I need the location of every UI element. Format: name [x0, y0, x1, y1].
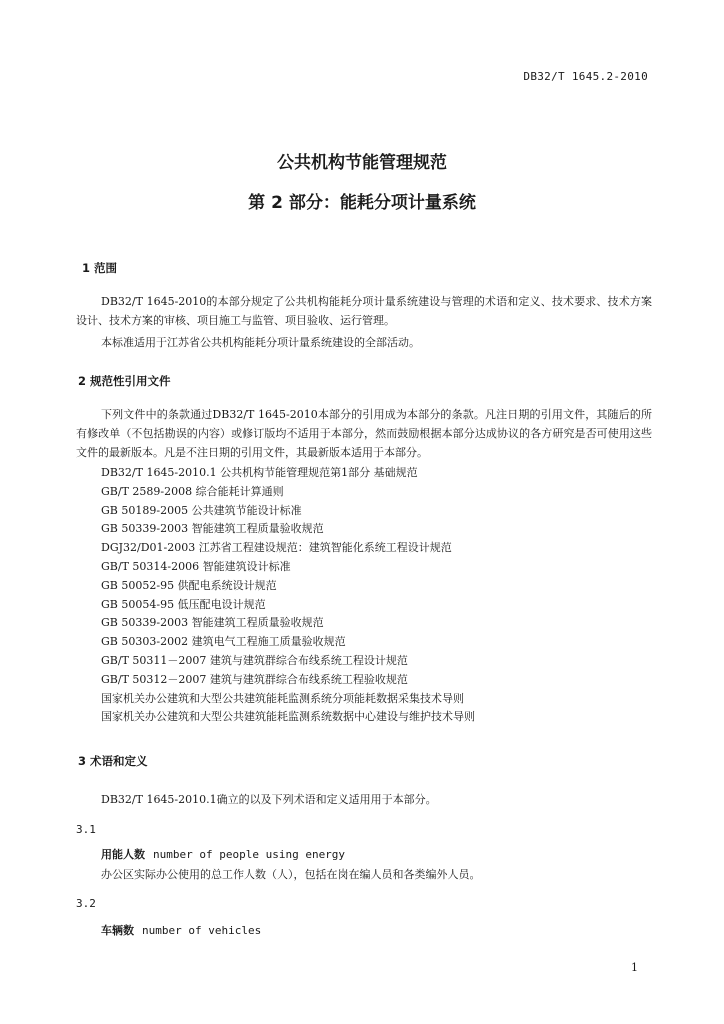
reference-item: GB 50303-2002 建筑电气工程施工质量验收规范 [101, 635, 346, 649]
reference-item: GB 50052-95 供配电系统设计规范 [101, 578, 277, 592]
term-3-1-chinese: 用能人数 [101, 848, 145, 861]
section-1-heading: 1 范围 [82, 261, 118, 275]
reference-item: GB/T 50311－2007 建筑与建筑群综合布线系统工程设计规范 [101, 653, 408, 667]
reference-item: GB/T 50312－2007 建筑与建筑群综合布线系统工程验收规范 [101, 672, 408, 686]
reference-item: DB32/T 1645-2010.1 公共机构节能管理规范第1部分 基础规范 [101, 466, 418, 479]
term-3-1 [101, 846, 345, 862]
document-title: 公共机构节能管理规范 [277, 153, 447, 173]
section-2-heading: 2 规范性引用文件 [78, 374, 171, 388]
section-1-paragraph-2: 本标准适用于江苏省公共机构能耗分项计量系统建设的全部活动。 [101, 336, 420, 349]
reference-item: 国家机关办公建筑和大型公共建筑能耗监测系统数据中心建设与维护技术导则 [101, 710, 475, 724]
reference-item: 国家机关办公建筑和大型公共建筑能耗监测系统分项能耗数据采集技术导则 [101, 691, 464, 705]
term-3-2-chinese: 车辆数 [101, 924, 134, 937]
reference-item: GB 50339-2003 智能建筑工程质量验收规范 [101, 522, 324, 536]
term-3-2 [101, 922, 261, 938]
term-3-2-number: 3.2 [76, 897, 96, 910]
reference-item: GB 50339-2003 智能建筑工程质量验收规范 [101, 616, 324, 630]
term-3-2-english: number of vehicles [142, 924, 262, 937]
section-3-intro: DB32/T 1645-2010.1确立的以及下列术语和定义适用用于本部分。 [101, 793, 437, 806]
section-3-heading: 3 术语和定义 [78, 754, 148, 768]
section-2-paragraph: 下列文件中的条款通过DB32/T 1645-2010本部分的引用成为本部分的条款。凡注日期的引用文件，其随后的所有修改单（不包括勘误的内容）或修订版均不适用于本部分，然而鼓励根据本部分达成协议的各方研究是否可使用这些文件的最新版本。凡是不注日期的引用文件，其最新版本适用于本部分。 [76, 408, 652, 459]
document-subtitle: 第 2 部分：能耗分项计量系统 [248, 193, 476, 213]
reference-item: GB 50054-95 低压配电设计规范 [101, 597, 266, 611]
section-1-paragraph-1: DB32/T 1645-2010的本部分规定了公共机构能耗分项计量系统建设与管理的术语和定义、技术要求、技术方案设计、技术方案的审核、项目施工与监管、项目验收、运行管理。 [76, 295, 652, 327]
reference-item: GB/T 2589-2008 综合能耗计算通则 [101, 484, 284, 498]
document-number: DB32/T 1645.2-2010 [523, 70, 648, 83]
normative-references-list [101, 464, 475, 727]
term-3-1-english: number of people using energy [153, 848, 346, 861]
term-3-1-definition: 办公区实际办公使用的总工作人数（人），包括在岗在编人员和各类编外人员。 [101, 868, 481, 881]
page-number: 1 [631, 961, 638, 974]
reference-item: GB/T 50314-2006 智能建筑设计标准 [101, 559, 291, 573]
reference-item: DGJ32/D01-2003 江苏省工程建设规范：建筑智能化系统工程设计规范 [101, 541, 452, 555]
reference-item: GB 50189-2005 公共建筑节能设计标准 [101, 503, 302, 517]
term-3-1-number: 3.1 [76, 823, 96, 836]
